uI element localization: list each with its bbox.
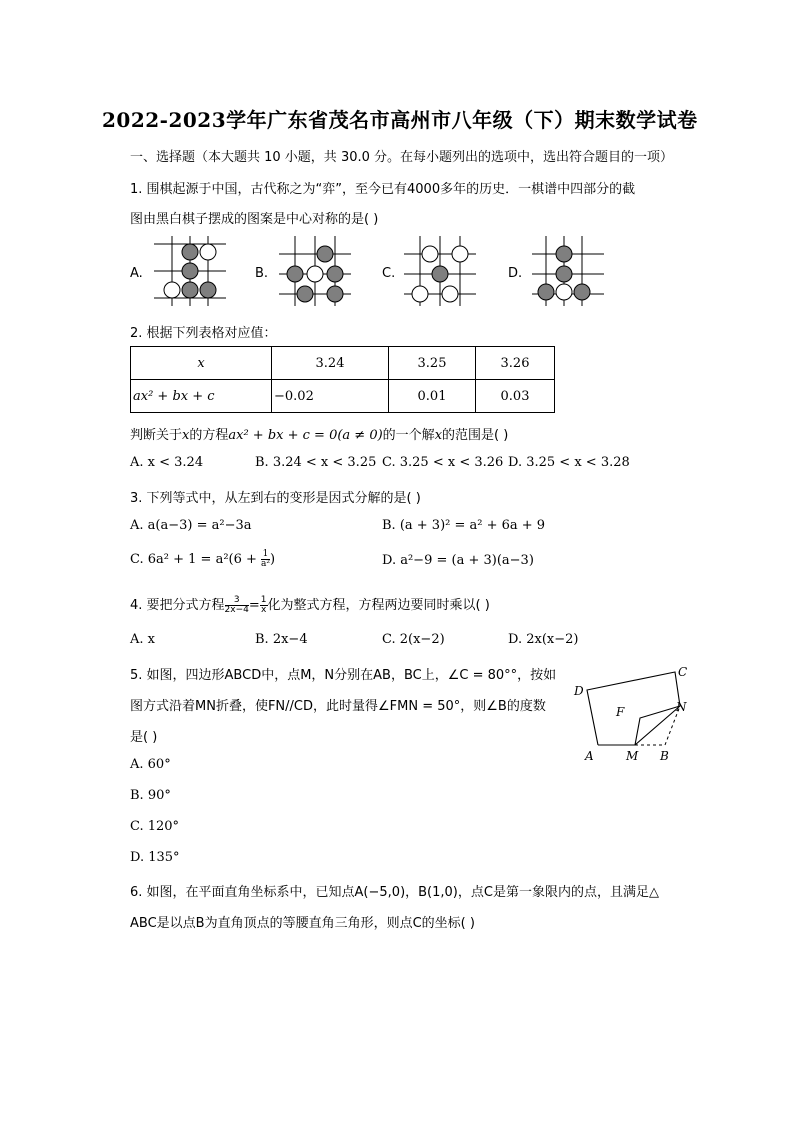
q3-option-d: D. a²−9 = (a + 3)(a−3) bbox=[382, 553, 534, 568]
q3-option-b: B. (a + 3)² = a² + 6a + 9 bbox=[382, 518, 546, 533]
q5-stem-line2: 图方式沿着MN折叠，使FN//CD，此时量得∠FMN = 50°，则∠B的度数 bbox=[130, 699, 546, 714]
q3-option-c-post: ) bbox=[270, 552, 276, 567]
q2-option-b: B. 3.24 < x < 3.25 bbox=[255, 455, 377, 470]
q2-option-a: A. x < 3.24 bbox=[130, 455, 204, 470]
fig-label-n: N bbox=[676, 700, 687, 714]
q3-fraction-num: 1 bbox=[262, 549, 269, 559]
q4-fraction-2-num: 1 bbox=[260, 595, 267, 605]
q2-option-c: C. 3.25 < x < 3.26 bbox=[382, 455, 504, 470]
q1-board-c bbox=[400, 234, 480, 308]
q1-board-d bbox=[528, 234, 608, 308]
table-row bbox=[131, 380, 555, 413]
q2-value-table bbox=[130, 346, 555, 413]
q5-stem-line3: 是( ) bbox=[130, 730, 158, 745]
q2-question-var: x bbox=[182, 428, 190, 443]
q2-question-mid: 的方程 bbox=[189, 428, 229, 443]
fig-label-m: M bbox=[626, 749, 639, 763]
page-title: 2022-2023学年广东省茂名市高州市八年级（下）期末数学试卷 bbox=[102, 108, 698, 132]
q4-option-d: D. 2x(x−2) bbox=[508, 632, 579, 647]
q6-stem-line1: 6. 如图，在平面直角坐标系中，已知点A(−5,0)，B(1,0)，点C是第一象限内的点，且满足△ bbox=[130, 885, 659, 900]
q4-option-a: A. x bbox=[130, 632, 155, 647]
table-cell: 3.24 bbox=[272, 347, 389, 380]
q2-question-post: 的范围是( ) bbox=[442, 428, 509, 443]
q4-fraction-2-den: x bbox=[260, 605, 267, 615]
table-cell: 3.26 bbox=[476, 347, 555, 380]
q1-stem-line1: 1. 围棋起源于中国，古代称之为“弈”，至今已有4000多年的历史．一棋谱中四部分的截 bbox=[130, 182, 636, 197]
q4-fraction-1 bbox=[225, 596, 249, 615]
q4-stem bbox=[130, 594, 490, 615]
q4-equals: = bbox=[248, 598, 260, 613]
q5-stem-line1: 5. 如图，四边形ABCD中，点M，N分别在AB，BC上，∠C = 80°°，按如 bbox=[130, 668, 557, 683]
q2-question-equation: ax² + bx + c = 0(a ≠ 0) bbox=[228, 428, 383, 443]
table-cell: x bbox=[131, 347, 272, 380]
q1-option-a-label: A. bbox=[130, 266, 143, 281]
table-cell: 0.01 bbox=[389, 380, 476, 413]
q1-board-a bbox=[150, 234, 230, 308]
q4-stem-post: 化为整式方程，方程两边要同时乘以( ) bbox=[267, 598, 490, 613]
q3-fraction-den: a² bbox=[261, 559, 271, 569]
table-row bbox=[131, 347, 555, 380]
q2-question-mid2: 的一个解 bbox=[382, 428, 435, 443]
q1-board-b bbox=[275, 234, 355, 308]
q5-option-b: B. 90° bbox=[130, 788, 171, 803]
section-header: 一、选择题（本大题共 10 小题，共 30.0 分。在每小题列出的选项中，选出符合题目的一项） bbox=[130, 150, 674, 165]
q1-stem-line2: 图由黑白棋子摆成的图案是中心对称的是( ) bbox=[130, 212, 379, 227]
table-cell: −0.02 bbox=[272, 380, 389, 413]
q4-option-b: B. 2x−4 bbox=[255, 632, 308, 647]
table-cell: ax² + bx + c bbox=[131, 380, 272, 413]
q5-option-d: D. 135° bbox=[130, 850, 180, 865]
fig-label-d: D bbox=[574, 684, 584, 698]
q5-quadrilateral-figure bbox=[570, 660, 700, 770]
q1-option-b-label: B. bbox=[255, 266, 269, 281]
q2-question bbox=[130, 424, 508, 443]
q2-question-var2: x bbox=[434, 428, 443, 443]
fig-label-f: F bbox=[616, 705, 625, 719]
q4-stem-pre: 4. 要把分式方程 bbox=[130, 598, 225, 613]
q3-option-a: A. a(a−3) = a²−3a bbox=[130, 518, 252, 533]
table-cell: 0.03 bbox=[476, 380, 555, 413]
fig-label-b: B bbox=[660, 749, 669, 763]
fig-label-c: C bbox=[678, 665, 688, 679]
q2-question-pre: 判断关于 bbox=[130, 428, 183, 443]
q4-fraction-1-den: 2x−4 bbox=[224, 605, 249, 615]
q3-fraction bbox=[261, 550, 270, 569]
q1-option-c-label: C. bbox=[382, 266, 396, 281]
fig-label-a: A bbox=[585, 749, 594, 763]
q5-option-c: C. 120° bbox=[130, 819, 180, 834]
q6-stem-line2: ABC是以点B为直角顶点的等腰直角三角形，则点C的坐标( ) bbox=[130, 916, 475, 931]
q4-fraction-1-num: 3 bbox=[225, 596, 249, 606]
q3-option-c bbox=[130, 550, 275, 569]
q2-option-d: D. 3.25 < x < 3.28 bbox=[508, 455, 630, 470]
table-cell: 3.25 bbox=[389, 347, 476, 380]
q1-option-d-label: D. bbox=[508, 266, 523, 281]
q5-option-a: A. 60° bbox=[130, 757, 171, 772]
q3-option-c-pre: C. 6a² + 1 = a²(6 + bbox=[130, 552, 257, 567]
q2-stem: 2. 根据下列表格对应值： bbox=[130, 326, 277, 341]
q4-fraction-2 bbox=[260, 596, 268, 615]
q4-option-c: C. 2(x−2) bbox=[382, 632, 445, 647]
q3-stem: 3. 下列等式中，从左到右的变形是因式分解的是( ) bbox=[130, 491, 421, 506]
